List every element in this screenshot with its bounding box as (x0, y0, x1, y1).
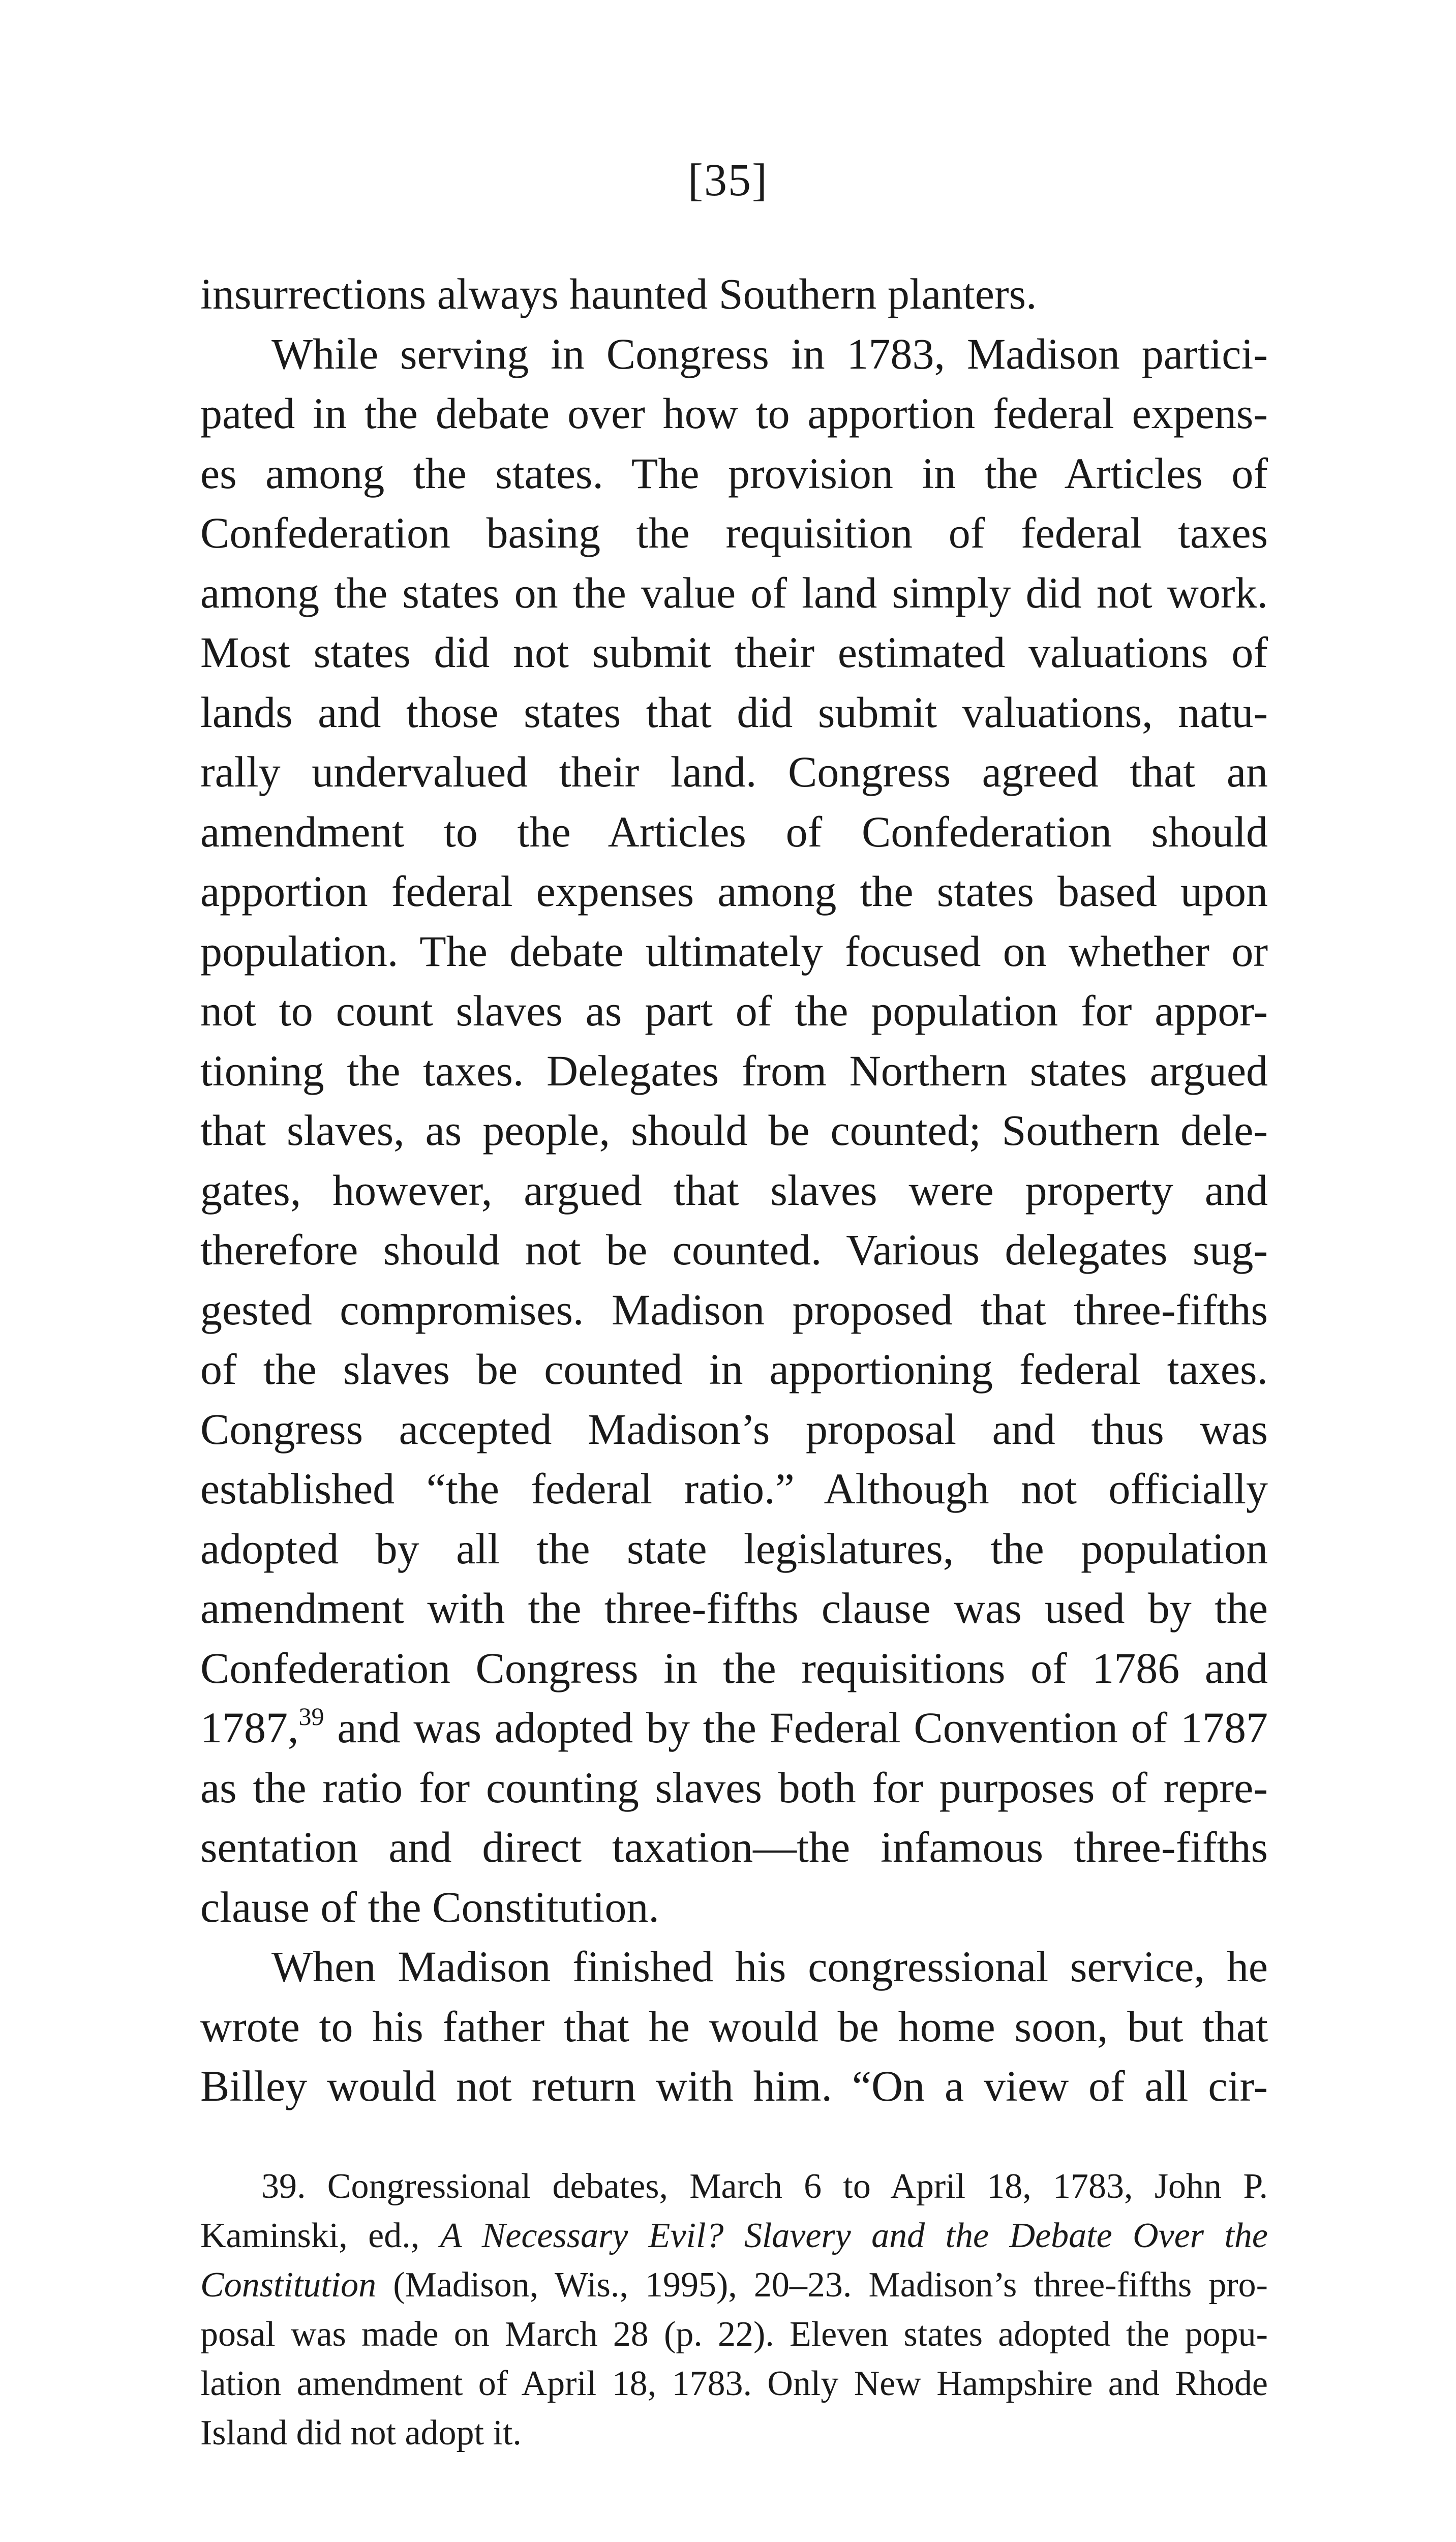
body-line: established “the federal ratio.” Although not officially (200, 1464, 1268, 1513)
footnote-line: Island did not adopt it. (200, 2413, 522, 2453)
body-line: amendment to the Articles of Confederation should (200, 807, 1268, 856)
body-line: insurrections always haunted Southern planters. (200, 269, 1037, 318)
footnote-line (200, 2211, 1268, 2260)
footnote-title: Constitution (200, 2265, 377, 2305)
body-line: Most states did not submit their estimated valuations of (200, 628, 1268, 677)
page-number: [35] (688, 155, 768, 205)
body-line: Confederation Congress in the requisitions of 1786 and (200, 1643, 1268, 1692)
footnote-title: A Necessary Evil? Slavery and the Debate Over the (440, 2216, 1268, 2255)
body-line: gested compromises. Madison proposed that three-fifths (200, 1285, 1268, 1334)
body-line: not to count slaves as part of the population for appor- (200, 986, 1268, 1035)
body-line: wrote to his father that he would be home soon, but that (200, 2002, 1268, 2051)
footnote-text: (Madison, Wis., 1995), 20–23. Madison’s three-fifths pro- (376, 2265, 1268, 2305)
body-line: Congress accepted Madison’s proposal and thus was (200, 1404, 1268, 1454)
body-line: as the ratio for counting slaves both for purposes of repre- (200, 1763, 1268, 1812)
body-line: amendment with the three-fifths clause was used by the (200, 1584, 1268, 1632)
body-line: population. The debate ultimately focused on whether or (200, 926, 1268, 976)
footnote-line: lation amendment of April 18, 1783. Only New Hampshire and Rhode (200, 2364, 1268, 2403)
body-text (200, 264, 1268, 2116)
footnote-line: posal was made on March 28 (p. 22). Eleven states adopted the popu- (200, 2315, 1268, 2354)
body-line: sentation and direct taxation—the infamous three-fifths (200, 1823, 1268, 1871)
footnote (200, 2162, 1268, 2458)
body-line: rally undervalued their land. Congress agreed that an (200, 747, 1268, 796)
body-line: lands and those states that did submit valuations, natu- (200, 687, 1268, 737)
body-line: While serving in Congress in 1783, Madison partici- (271, 329, 1268, 378)
body-line-start: 1787, (200, 1703, 299, 1752)
body-line: clause of the Constitution. (200, 1882, 659, 1931)
body-line: adopted by all the state legislatures, the population (200, 1524, 1268, 1573)
body-line: When Madison finished his congressional service, he (271, 1942, 1268, 1991)
body-line: that slaves, as people, should be counted; Southern dele- (200, 1106, 1268, 1155)
footnote-line: 39. Congressional debates, March 6 to April 18, 1783, John P. (261, 2167, 1268, 2206)
footnote-reference: 39 (298, 1702, 324, 1731)
body-line: gates, however, argued that slaves were property and (200, 1165, 1268, 1215)
footnote-line (200, 2260, 1268, 2310)
body-line: tioning the taxes. Delegates from Northern states argued (200, 1046, 1268, 1095)
body-line-end: and was adopted by the Federal Convention of 1787 (337, 1703, 1268, 1752)
footnote-text: Kaminski, ed., (200, 2216, 440, 2255)
body-line: es among the states. The provision in the Articles of (200, 448, 1268, 498)
body-line (200, 1698, 1268, 1758)
body-line: apportion federal expenses among the states based upon (200, 867, 1268, 916)
body-line: of the slaves be counted in apportioning federal taxes. (200, 1345, 1268, 1394)
body-line: Confederation basing the requisition of federal taxes (200, 508, 1268, 557)
body-line: among the states on the value of land simply did not work. (200, 568, 1268, 617)
body-line: therefore should not be counted. Various delegates sug- (200, 1225, 1268, 1274)
body-line: Billey would not return with him. “On a view of all cir- (200, 2062, 1268, 2110)
body-line: pated in the debate over how to apportion federal expens- (200, 389, 1268, 438)
